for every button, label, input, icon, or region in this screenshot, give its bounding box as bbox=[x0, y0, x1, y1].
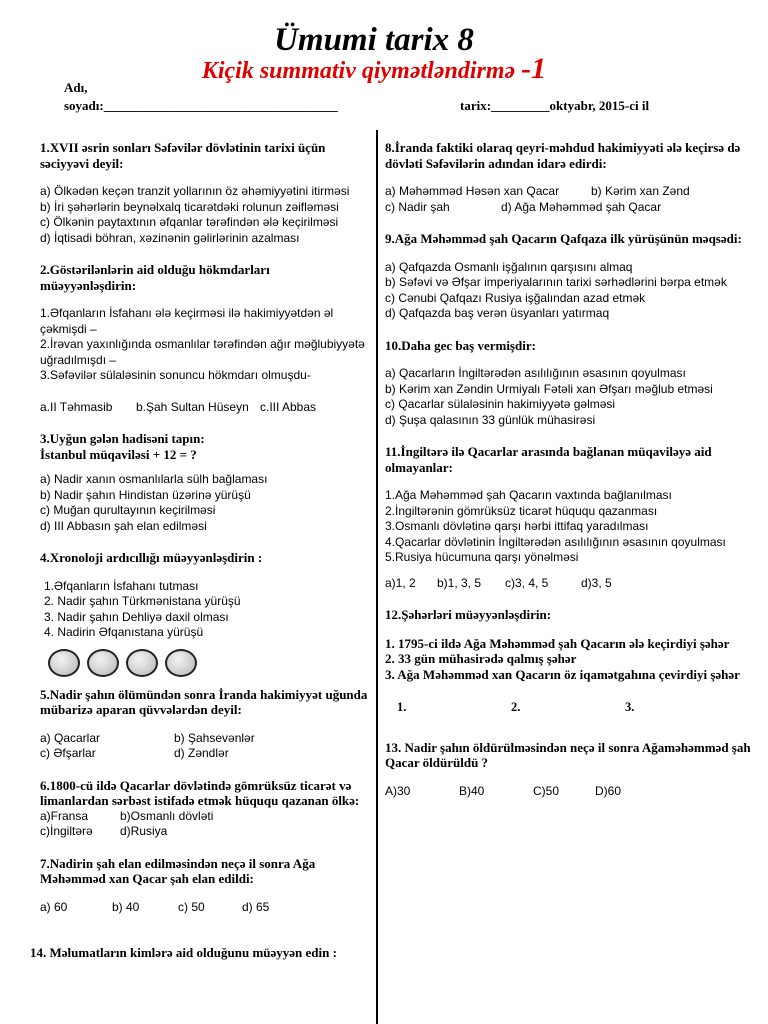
q12-blank-2[interactable]: 2. bbox=[511, 700, 521, 714]
q3-option-b: b) Nadir şahın Hindistan üzərinə yürüşü bbox=[40, 487, 251, 502]
q4-item-4: 4. Nadirin Əfqanıstana yürüşü bbox=[44, 625, 204, 639]
q12-item-2: 2. 33 gün mühasirədə qalmış şəhər bbox=[385, 651, 577, 666]
q11-item-5: 5.Rusiya hücumuna qarşı yönəlməsi bbox=[385, 550, 579, 564]
q2-item-1: 1.Əfqanların İsfahanı ələ keçirməsi ilə hakimiyyətdən əl çəkmişdi – bbox=[40, 306, 334, 336]
q6-option-d: d)Rusiya bbox=[120, 824, 168, 838]
q8-options-row-1 bbox=[385, 184, 755, 200]
q7-options bbox=[30, 900, 368, 916]
q7-option-a: a) 60 bbox=[40, 899, 68, 914]
q9-option-a: a) Qafqazda Osmanlı işğalının qarşısını almaq bbox=[385, 259, 633, 274]
q12-blank-1[interactable]: 1. bbox=[397, 700, 407, 714]
question-10: 10.Daha gec baş vermişdir: bbox=[385, 337, 536, 353]
q9-option-d: d) Qafqazda baş verən üsyanları yatırmaq bbox=[385, 306, 610, 320]
q8-option-a: a) Məhəmməd Həsən xan Qacar bbox=[385, 184, 560, 198]
question-8: 8.İranda faktiki olaraq qeyri-məhdud hakimiyyəti ələ keçirsə də dövləti Səfəvilərin adından idarə edirdi: bbox=[385, 140, 741, 171]
q11-option-b: b)1, 3, 5 bbox=[437, 575, 482, 590]
q2-item-2: 2.İrəvan yaxınlığında osmanlılar tərəfindən ağır məğlubiyyətə uğradılmışdı – bbox=[40, 337, 365, 367]
q11-option-c: c)3, 4, 5 bbox=[505, 575, 549, 590]
q9-option-c: c) Cənubi Qafqazı Rusiya işğalından azad etmək bbox=[385, 290, 646, 305]
question-3 bbox=[30, 431, 368, 462]
q8-options-row-2 bbox=[385, 200, 755, 216]
q13-option-d: D)60 bbox=[595, 783, 622, 798]
q3-option-d: d) III Abbasın şah elan edilməsi bbox=[40, 518, 207, 533]
q11-options bbox=[385, 576, 755, 592]
answer-circle-1[interactable] bbox=[48, 649, 80, 677]
q3-line-1: 3.Uyğun gələn hadisəni tapın: bbox=[40, 431, 205, 446]
q11-item-4: 4.Qacarlar dövlətinin İngiltərədən asılılığının əsasının qoyulması bbox=[385, 534, 726, 549]
q7-option-d: d) 65 bbox=[242, 899, 270, 914]
q2-choices bbox=[30, 400, 368, 416]
question-9: 9.Ağa Məhəmməd şah Qacarın Qafqaza ilk yürüşünün məqsədi: bbox=[385, 231, 742, 246]
q13-options bbox=[385, 784, 755, 800]
answer-circle-3[interactable] bbox=[126, 649, 158, 677]
q10-option-a: a) Qacarların İngiltərədən asılılığının əsasının qoyulması bbox=[385, 366, 686, 380]
q11-item-2: 2.İngiltərənin gömrüksüz ticarət hüququ qazanması bbox=[385, 503, 658, 518]
q11-item-3: 3.Osmanlı dövlətinə qarşı hərbi ittifaq yaradılması bbox=[385, 519, 649, 533]
q12-answer-blanks bbox=[385, 700, 755, 716]
q5-option-d: d) Zəndlər bbox=[174, 746, 229, 760]
q4-item-1: 1.Əfqanların İsfahanı tutması bbox=[44, 578, 199, 593]
q13-option-b: B)40 bbox=[459, 783, 485, 798]
q7-option-c: c) 50 bbox=[178, 899, 205, 914]
q1-option-a: a) Ölkədən keçən tranzit yollarının öz əhəmiyyətini itirməsi bbox=[40, 184, 350, 198]
q7-option-b: b) 40 bbox=[112, 899, 140, 914]
name-label: Adı, bbox=[64, 80, 88, 95]
question-1: 1.XVII əsrin sonları Səfəvilər dövlətinin tarixi üçün səciyyəvi deyil: bbox=[40, 140, 326, 171]
answer-circles bbox=[48, 649, 368, 677]
q1-option-d: d) İqtisadi böhran, xəzinənin gəlirlərinin azalması bbox=[40, 230, 300, 245]
q5-option-a: a) Qacarlar bbox=[40, 730, 101, 745]
q11-option-d: d)3, 5 bbox=[581, 575, 612, 590]
q8-option-b: b) Kərim xan Zənd bbox=[591, 184, 690, 198]
subtitle-number: -1 bbox=[521, 52, 547, 85]
q2-item-3: 3.Səfəvilər sülaləsinin sonuncu hökmdarı olmuşdu- bbox=[40, 368, 311, 382]
q6-option-c: c)İngiltərə bbox=[40, 824, 93, 838]
question-11: 11.İngiltərə ilə Qacarlar arasında bağlanan müqaviləyə aid olmayanlar: bbox=[385, 444, 712, 475]
q4-item-3: 3. Nadir şahın Dehliyə daxil olması bbox=[44, 609, 229, 624]
q5-options-row-2 bbox=[30, 746, 368, 762]
surname-field: soyadı:____________________________________ bbox=[64, 98, 338, 113]
q8-option-d: d) Ağa Məhəmməd şah Qacar bbox=[501, 199, 662, 214]
page-title: Ümumi tarix 8 bbox=[274, 22, 474, 58]
question-13: 13. Nadir şahın öldürülməsindən neçə il sonra Ağaməhəmməd şah Qacar öldürüldü ? bbox=[385, 739, 751, 770]
q4-item-2: 2. Nadir şahın Türkmənistana yürüşü bbox=[44, 594, 241, 608]
q9-option-b: b) Səfəvi və Əfşar imperiyalarının tarixi sərhədlərini bərpa etmək bbox=[385, 275, 727, 289]
left-column bbox=[30, 140, 368, 974]
q8-option-c: c) Nadir şah bbox=[385, 199, 450, 214]
subtitle-text: Kiçik summativ qiymətləndirmə bbox=[201, 58, 522, 84]
q10-option-c: c) Qacarlar sülaləsinin hakimiyyətə gəlməsi bbox=[385, 397, 616, 411]
q13-option-c: C)50 bbox=[533, 783, 560, 798]
q12-item-3: 3. Ağa Məhəmməd xan Qacarın öz iqamətgahına çevirdiyi şəhər bbox=[385, 666, 740, 682]
q12-blank-3[interactable]: 3. bbox=[625, 700, 635, 714]
q11-option-a: a)1, 2 bbox=[385, 575, 416, 590]
q3-option-c: c) Muğan qurultayının keçirilməsi bbox=[40, 503, 216, 517]
question-14: 14. Məlumatların kimlərə aid olduğunu müəyyən edin : bbox=[30, 945, 337, 960]
q1-option-b: b) İri şəhərlərin beynəlxalq ticarətdəki rolunun zəifləməsi bbox=[40, 199, 339, 214]
page-subtitle bbox=[0, 54, 748, 86]
q2-choice-a: a.II Təhmasib bbox=[40, 399, 113, 414]
q2-choice-b: b.Şah Sultan Hüseyn bbox=[136, 399, 249, 414]
q2-choice-c: c.III Abbas bbox=[260, 399, 317, 414]
question-4: 4.Xronoloji ardıcıllığı müəyyənləşdirin : bbox=[40, 550, 263, 565]
q1-option-c: c) Ölkənin paytaxtının əfqanlar tərəfindən ələ keçirilməsi bbox=[40, 215, 339, 229]
right-column bbox=[385, 140, 755, 799]
q10-option-d: d) Şuşa qalasının 33 günlük mühasirəsi bbox=[385, 412, 596, 427]
date-field: tarix:_________oktyabr, 2015-ci il bbox=[460, 98, 650, 113]
q6-option-b: b)Osmanlı dövləti bbox=[120, 808, 214, 823]
q10-option-b: b) Kərim xan Zəndin Urmiyalı Fətəli xan Əfşarı məğlub etməsi bbox=[385, 381, 713, 396]
q13-option-a: A)30 bbox=[385, 783, 411, 798]
question-6: 6.1800-cü ildə Qacarlar dövlətində gömrüksüz ticarət və limanlardan sərbəst istifadə etmək hüququ qazanan ölkə: bbox=[40, 777, 360, 808]
q3-line-2: İstanbul müqaviləsi + 12 = ? bbox=[40, 446, 197, 462]
q3-option-a: a) Nadir xanın osmanlılarla sülh bağlaması bbox=[40, 472, 268, 486]
question-5: 5.Nadir şahın ölümündən sonra İranda hakimiyyət uğunda mübarizə aparan qüvvələrdən deyil: bbox=[40, 686, 368, 717]
q5-option-c: c) Əfşarlar bbox=[40, 746, 96, 760]
question-2: 2.Göstərilənlərin aid olduğu hökmdarları müəyyənləşdirin: bbox=[40, 262, 270, 293]
q6-options-row-1 bbox=[30, 809, 368, 825]
question-7: 7.Nadirin şah elan edilməsindən neçə il sonra Ağa Məhəmməd xan Qacar şah elan edildi: bbox=[40, 855, 316, 886]
column-divider bbox=[376, 130, 378, 1024]
q6-option-a: a)Fransa bbox=[40, 808, 89, 823]
question-12: 12.Şəhərləri müəyyənləşdirin: bbox=[385, 607, 552, 622]
answer-circle-4[interactable] bbox=[165, 649, 197, 677]
q6-options-row-2 bbox=[30, 824, 368, 840]
answer-circle-2[interactable] bbox=[87, 649, 119, 677]
q12-item-1: 1. 1795-ci ildə Ağa Məhəmməd şah Qacarın ələ keçirdiyi şəhər bbox=[385, 635, 730, 651]
q5-option-b: b) Şahsevənlər bbox=[174, 730, 255, 745]
q5-options-row-1 bbox=[30, 731, 368, 747]
q11-item-1: 1.Ağa Məhəmməd şah Qacarın vaxtında bağlanılması bbox=[385, 488, 672, 502]
